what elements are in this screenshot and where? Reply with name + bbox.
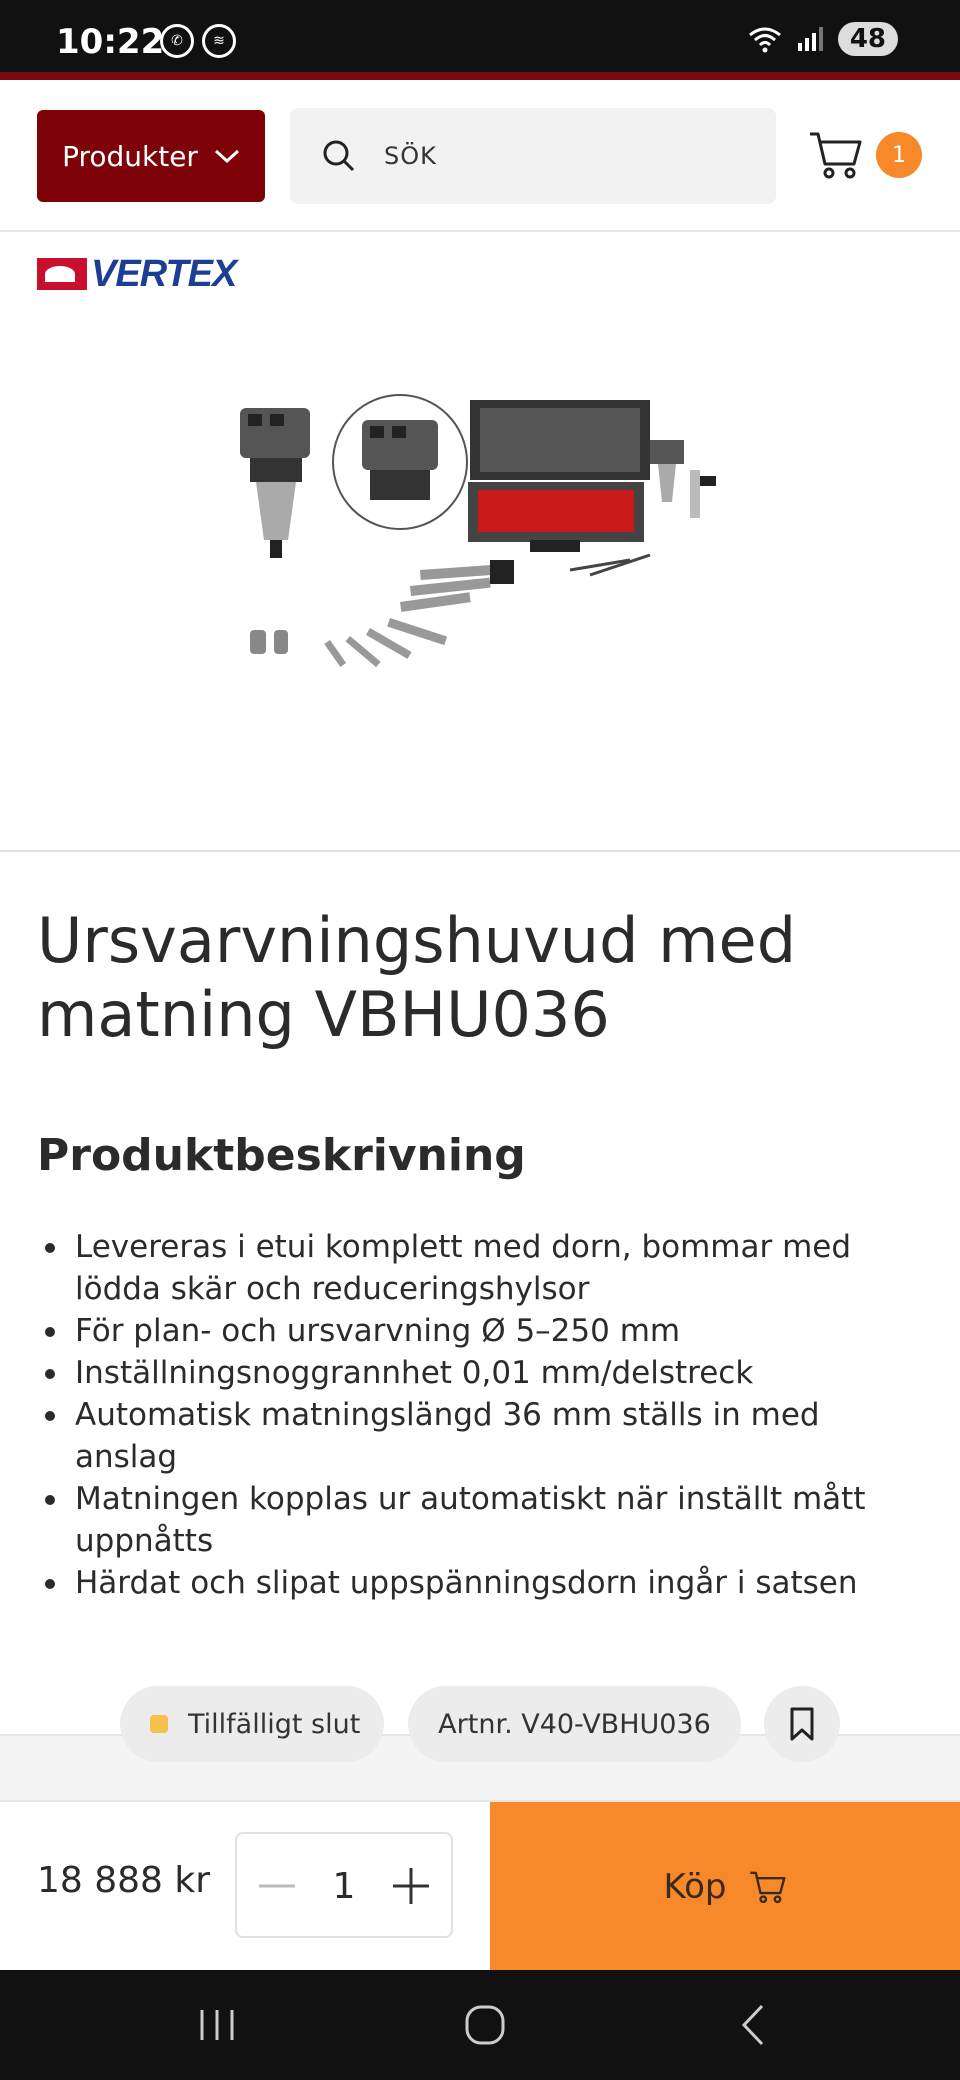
wifi-icon <box>748 25 782 53</box>
description-item: Matningen kopplas ur automatiskt när inställt mått uppnåtts <box>37 1478 917 1562</box>
brand-logo-mark <box>37 258 87 290</box>
article-number-chip <box>408 1686 741 1762</box>
header-accent-line <box>0 72 960 80</box>
signal-icon <box>796 25 824 53</box>
stock-status-label: Tillfälligt slut <box>188 1708 361 1740</box>
bookmark-icon <box>789 1706 815 1742</box>
stock-status-chip <box>120 1686 384 1762</box>
spotify-icon: ≋ <box>202 24 236 58</box>
status-time: 10:22 <box>56 22 165 62</box>
products-menu-button[interactable] <box>37 110 265 202</box>
image-divider <box>0 850 960 852</box>
description-item: För plan- och ursvarvning Ø 5–250 mm <box>37 1310 917 1352</box>
buy-button-label: Köp <box>663 1867 727 1907</box>
description-item: Härdat och slipat uppspänningsdorn ingår i satsen <box>37 1562 917 1604</box>
search-input[interactable] <box>290 108 776 204</box>
status-app-icons <box>160 24 236 58</box>
site-header <box>0 80 960 232</box>
home-icon[interactable] <box>460 2000 510 2050</box>
price: 18 888 kr <box>37 1860 211 1901</box>
increase-quantity-button[interactable] <box>389 1864 433 1908</box>
products-menu-label: Produkter <box>62 139 198 173</box>
description-heading: Produktbeskrivning <box>37 1130 526 1181</box>
brand-logo[interactable] <box>37 254 269 294</box>
purchase-bar <box>0 1800 960 1970</box>
description-list <box>37 1226 917 1604</box>
description-item: Automatisk matningslängd 36 mm ställs in med anslag <box>37 1394 917 1478</box>
brand-logo-text: VERTEX <box>91 252 237 295</box>
bookmark-button[interactable] <box>764 1686 840 1762</box>
quantity-value[interactable]: 1 <box>332 1866 356 1907</box>
cart-count-badge[interactable]: 1 <box>876 132 922 178</box>
cart-icon[interactable] <box>808 130 864 180</box>
stock-status-dot <box>150 1715 168 1733</box>
product-image[interactable] <box>230 390 730 680</box>
system-nav-bar <box>0 1970 960 2080</box>
battery-indicator: 48 <box>838 22 898 56</box>
search-icon <box>322 139 356 173</box>
article-number-label: Artnr. V40-VBHU036 <box>438 1708 711 1740</box>
cart-icon <box>749 1870 787 1904</box>
search-placeholder: SÖK <box>384 142 437 170</box>
whatsapp-icon: ✆ <box>160 24 194 58</box>
product-title: Ursvarvningshuvud med matning VBHU036 <box>37 904 797 1051</box>
description-item: Inställningsnoggrannhet 0,01 mm/delstreck <box>37 1352 917 1394</box>
description-item: Levereras i etui komplett med dorn, bommar med lödda skär och reduceringshylsor <box>37 1226 917 1310</box>
status-bar <box>0 0 960 72</box>
back-icon[interactable] <box>730 2000 780 2050</box>
recent-apps-icon[interactable] <box>192 2000 242 2050</box>
chevron-down-icon <box>214 148 240 164</box>
buy-button[interactable] <box>490 1802 960 1972</box>
quantity-stepper <box>235 1832 453 1938</box>
